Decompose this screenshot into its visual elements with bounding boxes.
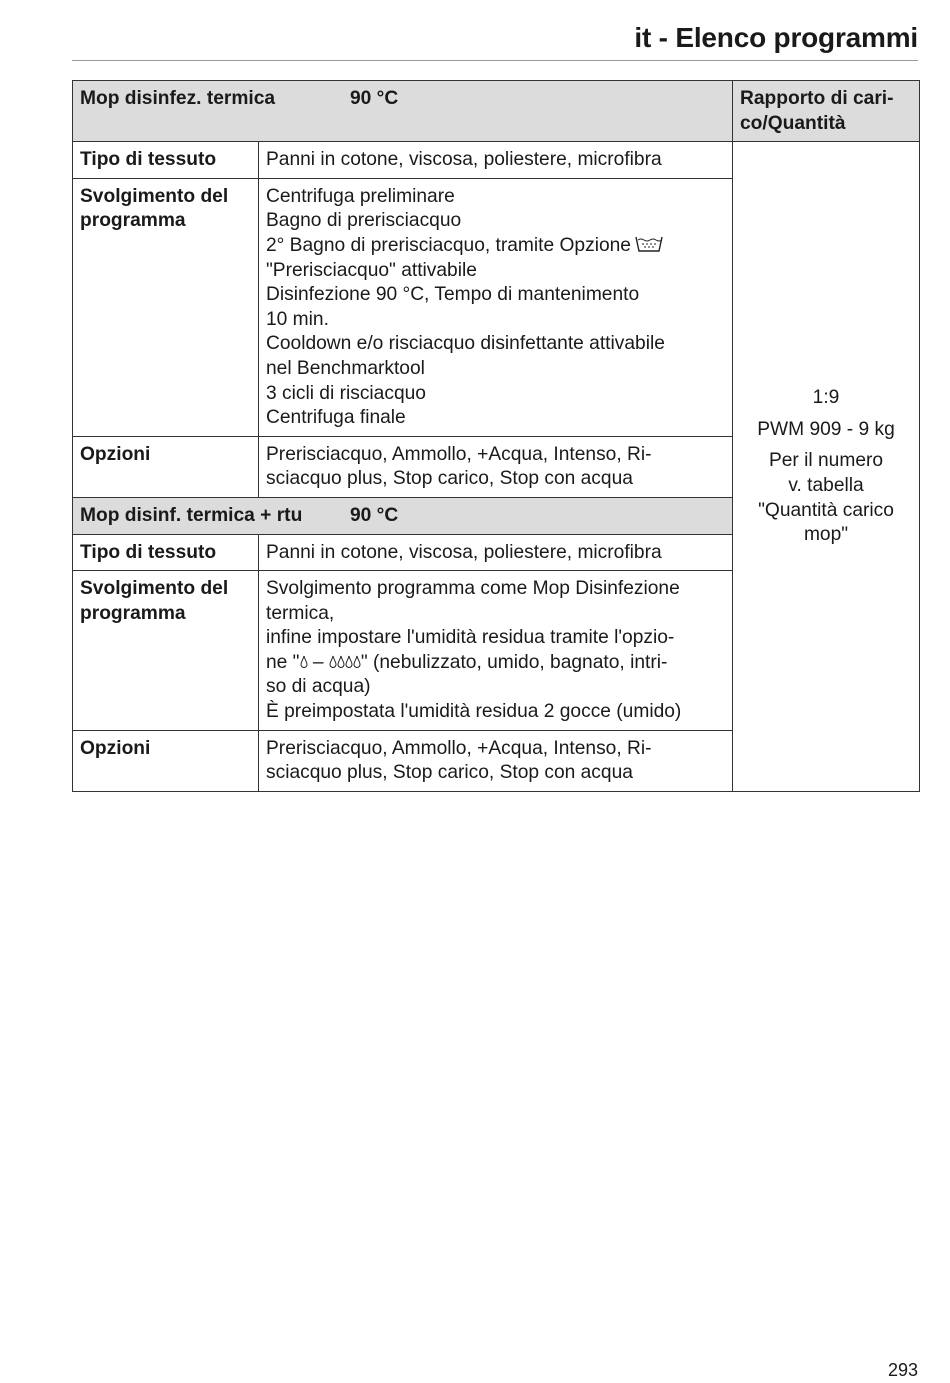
sequence-step: Bagno di prerisciacquo [266,210,462,232]
sequence-value [259,178,733,436]
ratio-cell [733,142,920,792]
ratio-header-line: Rapporto di cari- [740,88,894,109]
ratio-header-line: co/Quantità [740,112,846,134]
ratio-note-line: v. tabella [788,475,864,497]
sequence-step: Centrifuga preliminare [266,185,455,207]
sequence-step-prefix: ne " [266,651,300,673]
sequence-step-mid: – [307,651,329,673]
page-title: it - Elenco programmi [634,22,918,53]
water-drop-icon [300,651,308,676]
sequence-label [73,571,259,731]
ratio-note-line: Per il numero [768,450,884,472]
sequence-step-with-icon [266,234,725,259]
prewash-basin-icon [635,235,663,253]
page-number: 293 [887,1360,918,1380]
ratio-note-line: mop" [803,524,849,546]
water-drop-icon [345,655,353,669]
fabric-value: Panni in cotone, viscosa, poliestere, microfibra [259,534,733,571]
fabric-value: Panni in cotone, viscosa, poliestere, microfibra [259,142,733,179]
program-header-row [73,81,920,142]
program-temperature: 90 °C [350,504,399,526]
fabric-label: Tipo di tessuto [73,142,259,179]
sequence-step-with-icon [266,651,725,676]
options-value [259,436,733,497]
sequence-value [259,571,733,731]
program-title-cell [73,497,733,534]
sequence-step: Cooldown e/o risciacquo disinfettante attivabile [266,333,665,355]
sequence-step: Centrifuga finale [266,407,406,429]
options-label: Opzioni [73,730,259,791]
sequence-step: (nebulizzato, umido, bagnato, intri- [373,651,668,673]
sequence-step-suffix: " [360,651,373,673]
program-table [72,80,920,792]
options-line: Prerisciacquo, Ammollo, +Acqua, Intenso, Ri- [266,443,652,465]
sequence-label [73,178,259,436]
sequence-step: so di acqua) [266,676,371,698]
sequence-step: Svolgimento programma come Mop Disinfezione [266,578,680,600]
sequence-step: infine impostare l'umidità residua tramite l'opzio- [266,627,675,649]
sequence-step: 10 min. [266,308,329,330]
options-label: Opzioni [73,436,259,497]
program-temperature: 90 °C [350,88,399,109]
water-drop-icon [300,655,308,669]
page-header [72,18,918,61]
sequence-step: È preimpostata l'umidità residua 2 gocce (umido) [266,701,682,723]
sequence-step: "Prerisciacquo" attivabile [266,259,477,281]
program-title-cell [73,81,733,142]
water-drop-icon [329,651,361,676]
sequence-step: 3 cicli di risciacquo [266,382,426,404]
sequence-label-line: programma [80,602,186,624]
sequence-label-line: programma [80,210,186,232]
sequence-label-line: Svolgimento del [80,578,229,600]
sequence-step: 2° Bagno di prerisciacquo, tramite Opzione [266,234,631,256]
fabric-label: Tipo di tessuto [73,534,259,571]
ratio-model: PWM 909 - 9 kg [757,418,895,440]
options-value [259,730,733,791]
options-line: sciacquo plus, Stop carico, Stop con acqua [266,468,633,490]
sequence-label-line: Svolgimento del [80,185,229,207]
options-line: Prerisciacquo, Ammollo, +Acqua, Intenso, Ri- [266,737,652,759]
ratio-note-line: "Quantità carico [758,499,894,521]
ratio-value: 1:9 [812,387,840,409]
ratio-header-cell [733,81,920,142]
sequence-step: nel Benchmarktool [266,357,425,379]
program-name: Mop disinf. termica + rtu [80,504,303,526]
water-drop-icon [337,655,345,669]
sequence-step: Disinfezione 90 °C, Tempo di mantenimento [266,284,640,306]
table-row [73,142,920,179]
options-line: sciacquo plus, Stop carico, Stop con acqua [266,762,633,784]
water-drop-icon [353,655,361,669]
program-name: Mop disinfez. termica [80,88,276,109]
water-drop-icon [329,655,337,669]
sequence-step: termica, [266,602,335,624]
